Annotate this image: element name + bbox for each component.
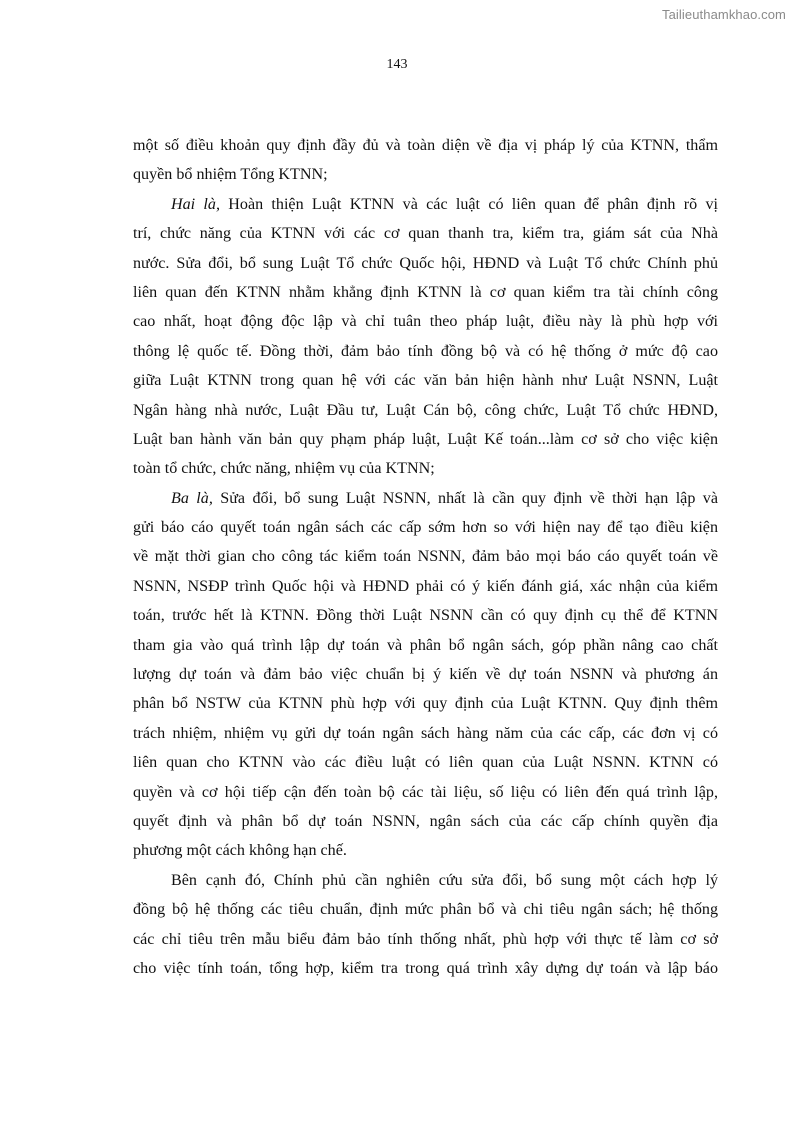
text-line: phân bổ NSTW của KTNN phù hợp với quy định của Luật KTNN. Quy định thêm — [133, 695, 718, 713]
text-line: trí, chức năng của KTNN với các cơ quan thanh tra, kiểm tra, giám sát của Nhà — [133, 225, 718, 243]
text-line: cao nhất, hoạt động độc lập và chỉ tuân theo pháp luật, điều này là phù hợp với — [133, 313, 718, 331]
paragraph-lead: Hai là, — [171, 195, 220, 213]
paragraph-3 — [133, 484, 718, 866]
text-line: các chỉ tiêu trên mẫu biểu đảm bảo tính thống nhất, phù hợp với thực tế làm cơ sở — [133, 930, 718, 948]
text-line: Bên cạnh đó, Chính phủ cần nghiên cứu sửa đổi, bổ sung một cách hợp lý — [171, 871, 718, 889]
paragraph-1 — [133, 131, 718, 190]
text-line: lượng dự toán và đảm bảo việc chuẩn bị ý kiến về dự toán NSNN và phương án — [133, 666, 718, 684]
paragraph-4 — [133, 866, 718, 984]
page-number: 143 — [386, 57, 408, 72]
text-line: về mặt thời gian cho công tác kiểm toán NSNN, đảm bảo mọi báo cáo quyết toán về — [133, 548, 718, 566]
text-line: Ngân hàng nhà nước, Luật Đầu tư, Luật Cán bộ, công chức, Luật Tổ chức HĐND, — [133, 401, 718, 419]
text-line: quyền bổ nhiệm Tổng KTNN; — [133, 166, 328, 184]
text-line: toán, trước hết là KTNN. Đồng thời Luật NSNN cần có quy định cụ thể để KTNN — [133, 607, 718, 625]
text-line: giữa Luật KTNN trong quan hệ với các văn bản hiện hành như Luật NSNN, Luật — [133, 372, 718, 390]
document-body — [133, 131, 718, 983]
text-line: thông lệ quốc tế. Đồng thời, đảm bảo tính đồng bộ và có hệ thống ở mức độ cao — [133, 342, 718, 360]
text-line: liên quan đến KTNN nhằm khẳng định KTNN là cơ quan kiểm tra tài chính công — [133, 283, 718, 301]
text-line — [133, 190, 718, 219]
text-line: quyết định và phân bổ dự toán NSNN, ngân sách của các cấp chính quyền địa — [133, 812, 718, 830]
text-line: gửi báo cáo quyết toán ngân sách các cấp sớm hơn so với hiện nay để tạo điều kiện — [133, 519, 718, 537]
text-line: trách nhiệm, nhiệm vụ gửi dự toán ngân sách hàng năm của các cấp, các đơn vị có — [133, 724, 718, 742]
text-line: Luật ban hành văn bản quy phạm pháp luật, Luật Kế toán...làm cơ sở cho việc kiện — [133, 430, 718, 448]
text-line: phương một cách không hạn chế. — [133, 842, 347, 860]
text-line: toàn tổ chức, chức năng, nhiệm vụ của KTNN; — [133, 460, 435, 478]
text-line-content: Hoàn thiện Luật KTNN và các luật có liên quan để phân định rõ vị — [219, 195, 718, 213]
text-line: một số điều khoản quy định đầy đủ và toàn diện về địa vị pháp lý của KTNN, thẩm — [133, 137, 718, 154]
text-line: NSNN, NSĐP trình Quốc hội và HĐND phải có ý kiến đánh giá, xác nhận của kiểm — [133, 577, 718, 595]
text-line — [133, 484, 718, 513]
watermark-text: Tailieuthamkhao.com — [661, 7, 786, 22]
paragraph-lead: Ba là, — [171, 489, 213, 507]
paragraph-2 — [133, 190, 718, 484]
text-line: quyền và cơ hội tiếp cận đến toàn bộ các tài liệu, số liệu có liên đến quá trình lập, — [133, 783, 718, 801]
text-line: đồng bộ hệ thống các tiêu chuẩn, định mức phân bổ và chi tiêu ngân sách; hệ thống — [133, 901, 718, 919]
text-line: liên quan cho KTNN vào các điều luật có liên quan của Luật NSNN. KTNN có — [133, 754, 718, 772]
text-line: cho việc tính toán, tổng hợp, kiểm tra trong quá trình xây dựng dự toán và lập báo — [133, 959, 718, 977]
text-line: nước. Sửa đổi, bổ sung Luật Tổ chức Quốc hội, HĐND và Luật Tổ chức Chính phủ — [133, 254, 718, 272]
text-line-content: Sửa đổi, bổ sung Luật NSNN, nhất là cần quy định về thời hạn lập và — [212, 489, 718, 507]
text-line: tham gia vào quá trình lập dự toán và phân bổ ngân sách, góp phần nâng cao chất — [133, 636, 718, 654]
